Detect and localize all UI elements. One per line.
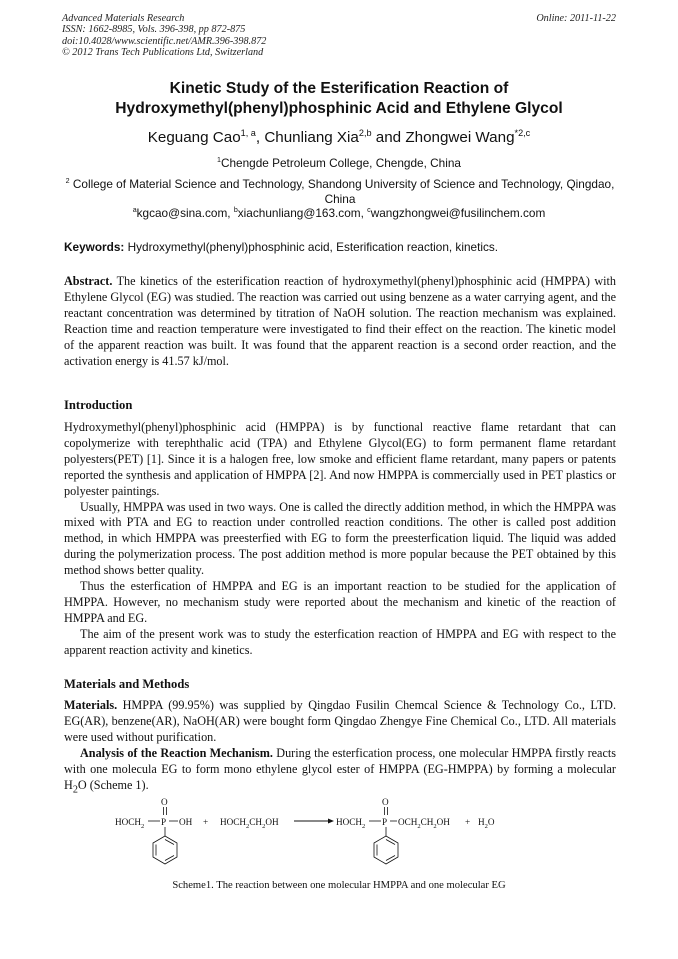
paragraph: Thus the esterfication of HMPPA and EG is an important reaction to be studied for the application of HMPPA. However, no mechanism study were reported about the mechanism and kinetic of the reaction of HMPPA and EG. — [64, 579, 616, 625]
author-sup: 2,b — [358, 127, 372, 138]
analysis-sub: 2 — [72, 783, 78, 795]
email-sup: a — [132, 206, 137, 215]
author-list — [40, 129, 638, 146]
author-name: Keguang Cao — [147, 129, 241, 146]
journal-issn: ISSN: 1662-8985, Vols. 396-398, pp 872-875 — [62, 24, 246, 36]
reaction-scheme — [110, 794, 530, 874]
email-sup: c — [367, 206, 371, 215]
abstract-text: The kinetics of the esterification reaction of hydroxymethyl(phenyl)phosphinic acid (HMPPA) with Ethylene Glycol (EG) was studied. The reaction was carried out using benzene as a water carrying agent, and the reactant concentration was determined by titration of NaOH solution. The reaction mechanism was explained. Reaction time and reaction temperature were investigated to find their effect on the reaction. The kinetic model of the apparent reaction was built. It was found that the apparent reaction is a second order reaction, and the activation energy is 41.57 kJ/mol. — [64, 274, 616, 368]
introduction-heading: Introduction — [64, 398, 133, 412]
scheme-text: O — [382, 797, 389, 807]
email-link[interactable]: xiachunliang@163.com, — [237, 206, 368, 220]
introduction-body — [64, 420, 616, 659]
analysis-text: During the esterfication process, one molecular HMPPA firstly reacts with one molecula EG to form mono ethylene glycol ester of HMPPA (EG-HMPPA) by forming a molecular H — [64, 745, 616, 792]
aff-text: College of Material Science and Technology, Shandong University of Science and Technology, Qingdao, China — [69, 177, 615, 206]
scheme-text: $OCH_2CH_2OH$ — [398, 817, 450, 830]
email-link[interactable]: wangzhongwei@fusilinchem.com — [370, 206, 546, 220]
scheme-text: + — [203, 817, 209, 827]
author-sep: , — [255, 129, 265, 146]
paragraph: Hydroxymethyl(phenyl)phosphinic acid (HMPPA) is by functional reactive flame retardant that can copolymerize with terephthalic acid (TPA) and Ethylene Glycol(EG) to form permanent flame retardant polyesters(PET) [1]. Since it is a halogen free, low smoke and efficient flame retardant, many papers or patents reported the synthesis and application of HMPPA [2]. And now HMPPA is commercially used in PET plastics or polyester paintings. — [64, 420, 616, 498]
author-sep: and — [371, 129, 406, 146]
abstract-label: Abstract. — [64, 274, 113, 288]
methods-heading: Materials and Methods — [64, 677, 190, 691]
journal-copyright: © 2012 Trans Tech Publications Ltd, Switzerland — [62, 46, 264, 58]
affiliation-1 — [40, 156, 638, 171]
materials-text: HMPPA (99.95%) was supplied by Qingdao Fusilin Chemcal Science & Technology Co., LTD. EG(AR), benzene(AR), NaOH(AR) were bought form Qingdao Zhengye Fine Chemical Co., LTD. All materials were used without purification. — [64, 698, 616, 744]
email-sup: b — [233, 206, 238, 215]
title-line-1: Kinetic Study of the Esterification Reaction of — [169, 80, 509, 97]
scheme-caption: Scheme1. The reaction between one molecular HMPPA and one molecular EG — [172, 880, 506, 891]
title-line-2: Hydroxymethyl(phenyl)phosphinic Acid and Ethylene Glycol — [115, 100, 563, 117]
arrow-head — [328, 819, 334, 824]
scheme-text: P — [161, 817, 167, 827]
aff-sup: 2 — [65, 177, 70, 186]
scheme-text: $HOCH_2$ — [115, 817, 145, 830]
paper-title — [40, 79, 638, 119]
abstract — [64, 274, 616, 369]
email-link[interactable]: kgcao@sina.com, — [136, 206, 234, 220]
scheme-text: + — [465, 817, 471, 827]
paragraph: Usually, HMPPA was used in two ways. One is called the directly addition method, in which the HMPPA was mixed with PTA and EG to reaction under controlled reaction conditions. The other is called post addition method, in which HMPPA was preesterfied with EG to form the preesterfication liquid. The liquid was added during the polymerization process. The post addition method is more popular because the PET obtained by this method shows better quality. — [64, 499, 616, 578]
journal-name: Advanced Materials Research — [62, 13, 185, 24]
author-sup: *2,c — [514, 127, 531, 138]
paragraph: The aim of the present work was to study the esterfication reaction of HMPPA and EG with respect to the apparent reaction activity and kinetics. — [64, 626, 616, 657]
keywords — [64, 240, 616, 254]
keywords-text: Hydroxymethyl(phenyl)phosphinic acid, Esterification reaction, kinetics. — [124, 240, 499, 254]
scheme-text: $HOCH_2$ — [336, 817, 366, 830]
analysis-label: Analysis of the Reaction Mechanism. — [80, 745, 273, 760]
affiliation-2 — [64, 177, 616, 207]
journal-header — [62, 13, 266, 58]
scheme-text: P — [382, 817, 388, 827]
phenyl-ring — [374, 836, 398, 864]
journal-doi[interactable]: doi:10.4028/www.scientific.net/AMR.396-398.872 — [62, 35, 267, 47]
keywords-label: Keywords: — [64, 240, 125, 254]
phenyl-ring — [153, 836, 177, 864]
author-name: Chunliang Xia — [264, 129, 359, 146]
scheme-text: $H_2O$ — [478, 817, 495, 830]
methods-body — [64, 698, 616, 798]
online-date: Online: 2011-11-22 — [536, 13, 616, 24]
aff-sup: 1 — [217, 156, 221, 165]
author-sup: 1, a — [240, 127, 256, 138]
scheme-text: OH — [179, 817, 193, 827]
analysis-text-end: O (Scheme 1). — [77, 777, 149, 792]
email-list — [40, 206, 638, 220]
materials-label: Materials. — [64, 698, 118, 712]
author-name: Zhongwei Wang — [405, 129, 515, 146]
scheme-text: $HOCH_2CH_2OH$ — [220, 817, 279, 830]
aff-text: Chengde Petroleum College, Chengde, China — [220, 156, 461, 170]
scheme-text: O — [161, 797, 168, 807]
